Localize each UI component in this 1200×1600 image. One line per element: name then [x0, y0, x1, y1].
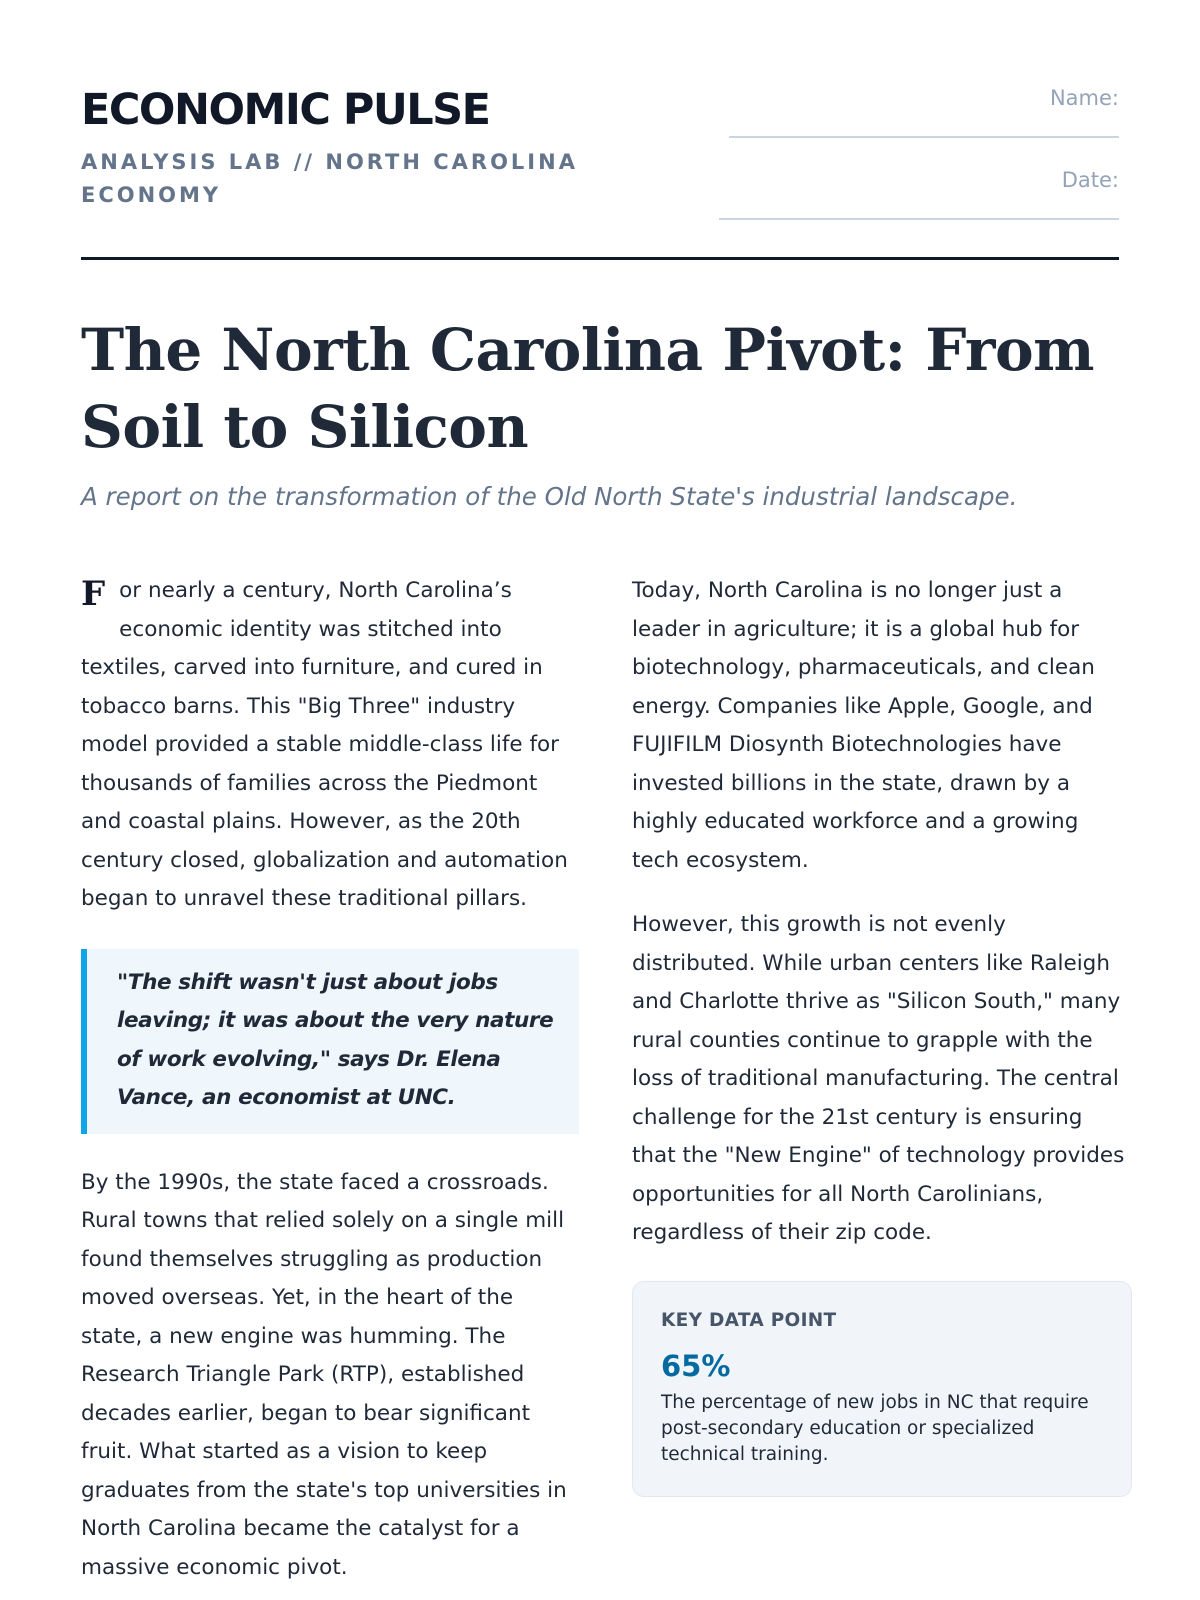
name-label: Name:	[1049, 86, 1119, 110]
key-data-label: KEY DATA POINT	[661, 1309, 837, 1331]
right-column	[632, 572, 1130, 1497]
brand-title: ECONOMIC PULSE	[81, 85, 490, 135]
brand-block	[81, 84, 601, 212]
intro-paragraph	[81, 572, 579, 919]
date-line[interactable]	[719, 218, 1119, 220]
pull-quote: "The shift wasn't just about jobs leaving; it was about the very nature of work evolving," says Dr. Elena Vance, an economist at UNC.	[81, 949, 579, 1134]
student-fields	[719, 80, 1119, 244]
name-line[interactable]	[729, 136, 1119, 138]
brand-subtitle: ANALYSIS LAB // NORTH CAROLINA ECONOMY	[81, 150, 578, 207]
body-paragraph-2: By the 1990s, the state faced a crossroads. Rural towns that relied solely on a single mill found themselves struggling as production moved overseas. Yet, in the heart of the state, a new engine was humming. The Research Triangle Park (RTP), established decades earlier, began to bear significant fruit. What started as a vision to keep graduates from the state's top universities in North Carolina became the catalyst for a massive economic pivot.	[81, 1169, 567, 1580]
date-label: Date:	[1061, 168, 1119, 192]
date-field[interactable]	[719, 164, 1119, 244]
drop-cap: F	[81, 574, 106, 614]
article-title: The North Carolina Pivot: From Soil to Silicon	[81, 316, 1095, 461]
intro-paragraph-text: or nearly a century, North Carolina’s economic identity was stitched into textiles, carved into furniture, and cured in tobacco barns. This "Big Three" industry model provided a stable middle-class life for thousands of families across the Piedmont and coastal plains. However, as the 20th century closed, globalization and automation began to unravel these traditional pillars.	[81, 578, 568, 911]
article-deck: A report on the transformation of the Old North State's industrial landscape.	[81, 482, 1018, 511]
masthead	[81, 0, 1119, 260]
body-paragraph-3: Today, North Carolina is no longer just a leader in agriculture; it is a global hub for biotechnology, pharmaceuticals, and clean energy. Companies like Apple, Google, and FUJIFILM Diosynth Biotechnologies have invested billions in the state, drawn by a highly educated workforce and a growing tech ecosystem.	[632, 578, 1095, 873]
key-data-value: 65%	[661, 1348, 731, 1383]
key-data-description: The percentage of new jobs in NC that require post-secondary education or specialized technical training.	[661, 1391, 1089, 1465]
body-paragraph-4: However, this growth is not evenly distributed. While urban centers like Raleigh and Charlotte thrive as "Silicon South," many rural counties continue to grapple with the loss of traditional manufacturing. The central challenge for the 21st century is ensuring that the "New Engine" of technology provides opportunities for all North Carolinians, regardless of their zip code.	[632, 912, 1125, 1245]
name-field[interactable]	[719, 82, 1119, 162]
left-column	[81, 572, 579, 1587]
key-data-box	[632, 1281, 1132, 1497]
